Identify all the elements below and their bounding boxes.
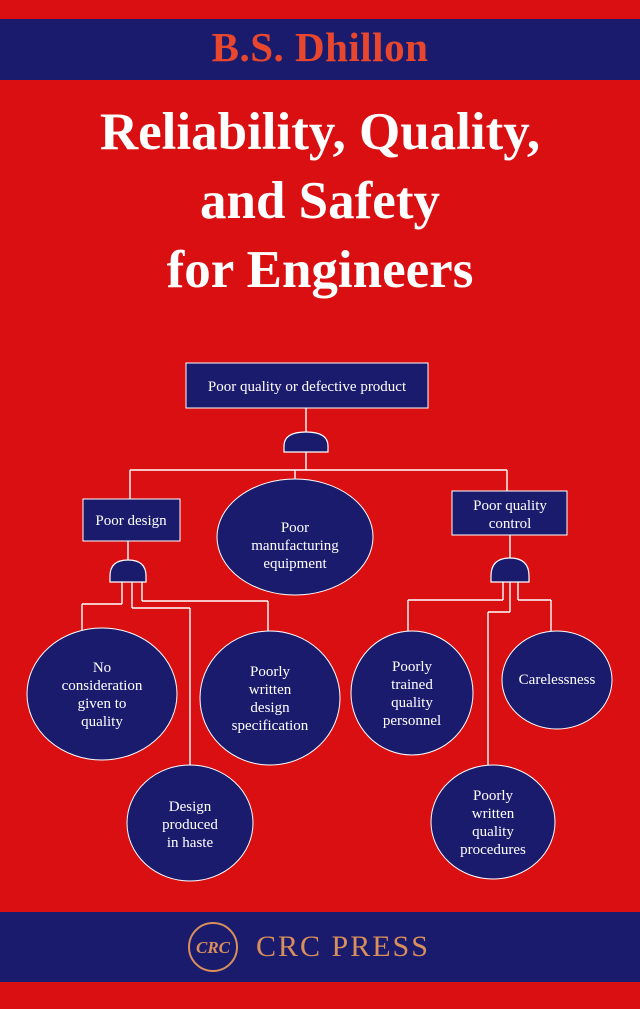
- poor-spec-line-2: written: [248, 682, 292, 698]
- poor-spec-line-4: specification: [231, 718, 309, 734]
- and-gate-top: [284, 432, 328, 452]
- node-procedures: [431, 765, 555, 879]
- node-top-event: [186, 363, 428, 408]
- node-poor-qc: [452, 491, 567, 535]
- no-consideration-line-1: No: [92, 660, 112, 676]
- poor-spec-ellipse: [200, 631, 340, 765]
- procedures-line-3: quality: [472, 824, 514, 840]
- title-line-1: Reliability, Quality,: [99, 103, 541, 161]
- poor-spec-line-1: Poorly: [249, 664, 291, 680]
- node-poor-spec: [200, 631, 340, 765]
- trained-line-2: trained: [391, 677, 433, 693]
- node-design-haste: [127, 765, 253, 881]
- no-consideration-line-4: quality: [81, 714, 123, 730]
- title-line-2: and Safety: [199, 172, 440, 230]
- carelessness-label: Carelessness: [518, 672, 596, 688]
- design-haste-line-1: Design: [168, 799, 212, 815]
- no-consideration-line-2: consideration: [61, 678, 143, 694]
- poor-spec-line-3: design: [250, 700, 290, 716]
- procedures-line-2: written: [471, 806, 515, 822]
- node-poor-design: [83, 499, 180, 541]
- trained-line-4: personnel: [382, 713, 442, 729]
- poor-design-label: Poor design: [95, 513, 167, 529]
- trained-line-1: Poorly: [391, 659, 433, 675]
- procedures-line-1: Poorly: [472, 788, 514, 804]
- design-haste-line-2: produced: [162, 817, 218, 833]
- poor-manufacturing-line-2: manufacturing: [251, 538, 339, 554]
- and-gate-design: [110, 560, 146, 582]
- poor-manufacturing-line-3: equipment: [263, 556, 327, 572]
- node-poor-manufacturing: [217, 479, 373, 595]
- crc-logo-text: CRC: [195, 938, 231, 957]
- poor-manufacturing-line-1: Poor: [280, 520, 310, 536]
- poor-qc-line-1: Poor quality: [473, 498, 547, 514]
- node-trained: [351, 631, 473, 755]
- design-haste-line-3: in haste: [166, 835, 214, 851]
- node-carelessness: [502, 631, 612, 729]
- top-event-label: Poor quality or defective product: [207, 379, 407, 395]
- procedures-ellipse: [431, 765, 555, 879]
- poor-qc-line-2: control: [488, 516, 532, 532]
- no-consideration-ellipse: [27, 628, 177, 760]
- publisher-name: CRC PRESS: [256, 930, 430, 963]
- crc-logo-icon: [186, 920, 240, 974]
- no-consideration-line-3: given to: [77, 696, 127, 712]
- node-no-consideration: [27, 628, 177, 760]
- trained-line-3: quality: [391, 695, 433, 711]
- poor-manufacturing-ellipse: [217, 479, 373, 595]
- author-name: B.S. Dhillon: [211, 24, 429, 70]
- title-line-3: for Engineers: [166, 241, 474, 299]
- and-gate-qc: [491, 558, 529, 582]
- procedures-line-4: procedures: [460, 842, 526, 858]
- trained-ellipse: [351, 631, 473, 755]
